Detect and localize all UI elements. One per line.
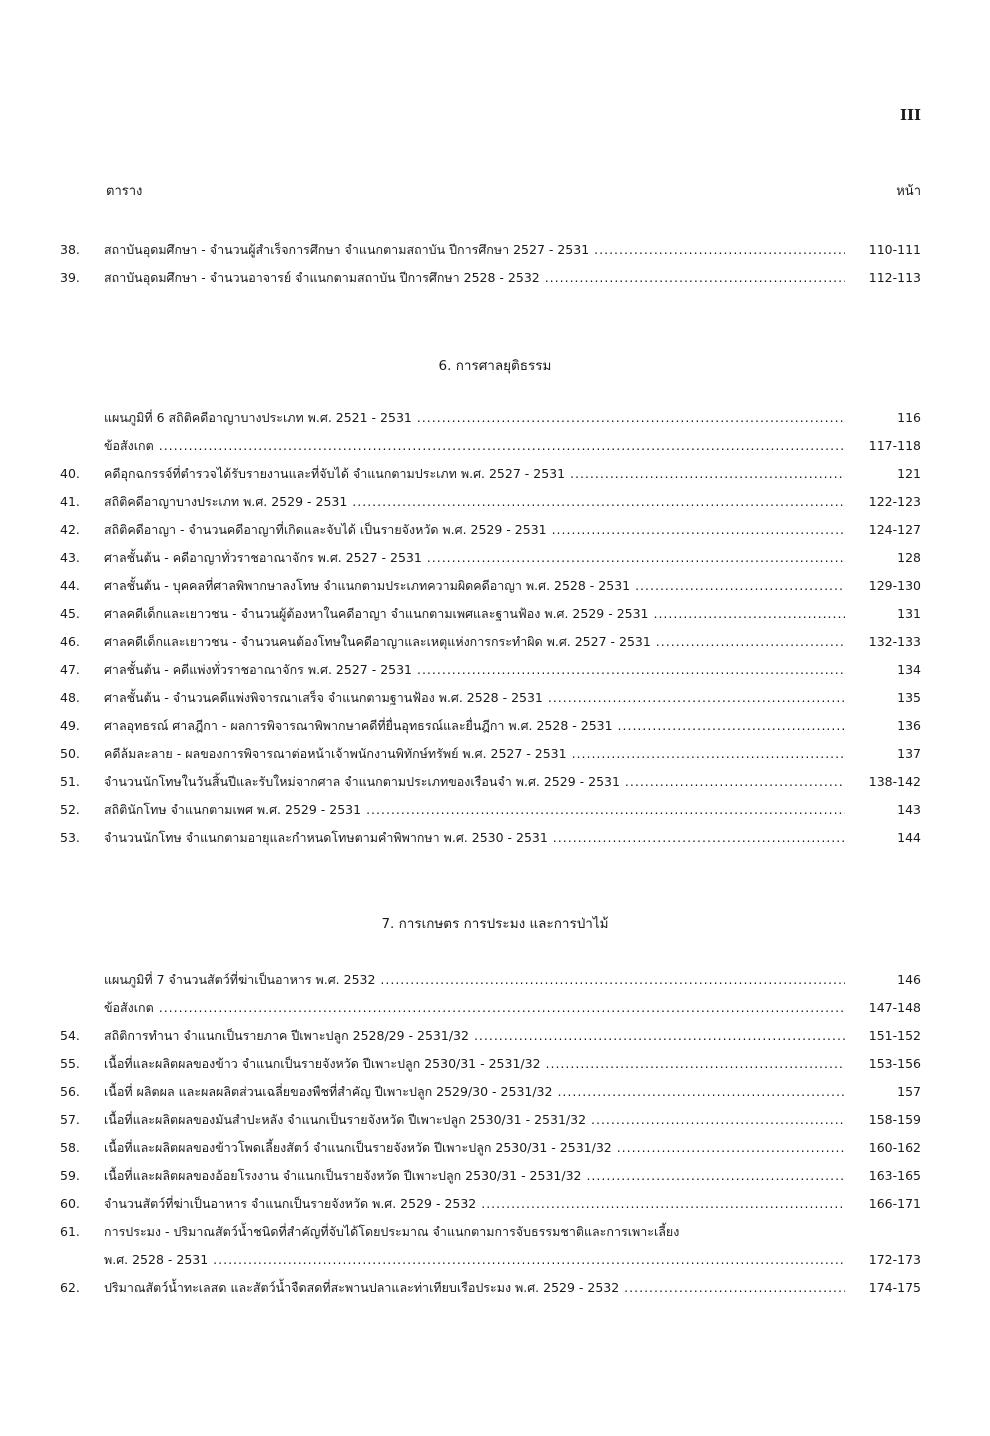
entry-title: แผนภูมิที่ 6 สถิติคดีอาญาบางประเภท พ.ศ. 2521 - 2531 ..... (104, 404, 845, 432)
toc-entry (60, 796, 921, 824)
entry-number: 51. (60, 774, 80, 789)
entry-number: 53. (60, 830, 80, 845)
entry-number: 52. (60, 802, 80, 817)
entry-title: ศาลชั้นต้น - จำนวนคดีแพ่งพิจารณาเสร็จ จำแนกตามฐานฟ้อง พ.ศ. 2528 - 2531 ..... (104, 684, 845, 712)
entry-number: 62. (60, 1280, 80, 1295)
toc-entry (60, 684, 921, 712)
entry-title: สถิติคดีอาญาบางประเภท พ.ศ. 2529 - 2531 ..... (104, 488, 845, 516)
page-number: III (900, 106, 922, 124)
toc-entry (60, 656, 921, 684)
entry-title: สถาบันอุดมศึกษา - จำนวนอาจารย์ จำแนกตามสถาบัน ปีการศึกษา 2528 - 2532 ..... (104, 264, 845, 292)
toc-entry (60, 1022, 921, 1050)
toc-entry (60, 1078, 921, 1106)
entry-title: สถิตินักโทษ จำแนกตามเพศ พ.ศ. 2529 - 2531 ..... (104, 796, 845, 824)
entry-page: 124-127 (868, 522, 921, 537)
entry-page: 151-152 (868, 1028, 921, 1043)
entry-page: 110-111 (868, 242, 921, 257)
toc-entry (60, 1134, 921, 1162)
entry-number: 56. (60, 1084, 80, 1099)
entry-page: 136 (897, 718, 921, 733)
entry-title: ข้อสังเกต ..... (104, 994, 845, 1022)
entry-number: 38. (60, 242, 80, 257)
toc-section-list (60, 966, 921, 1302)
toc-entry (60, 768, 921, 796)
entry-number: 60. (60, 1196, 80, 1211)
entry-title: สถาบันอุดมศึกษา - จำนวนผู้สำเร็จการศึกษา จำแนกตามสถาบัน ปีการศึกษา 2527 - 2531 ..... (104, 236, 845, 264)
entry-number: 45. (60, 606, 80, 621)
entry-page: 117-118 (868, 438, 921, 453)
toc-entry (60, 740, 921, 768)
entry-page: 116 (897, 410, 921, 425)
entry-page: 174-175 (868, 1280, 921, 1295)
toc-section-list (60, 404, 921, 852)
entry-page: 132-133 (868, 634, 921, 649)
entry-page: 146 (897, 972, 921, 987)
toc-entry (60, 516, 921, 544)
entry-title: จำนวนนักโทษในวันสิ้นปีและรับใหม่จากศาล จำแนกตามประเภทของเรือนจำ พ.ศ. 2529 - 2531 ..... (104, 768, 845, 796)
entry-number: 46. (60, 634, 80, 649)
entry-title: จำนวนนักโทษ จำแนกตามอายุและกำหนดโทษตามคำพิพากษา พ.ศ. 2530 - 2531 ..... (104, 824, 845, 852)
entry-title: ปริมาณสัตว์น้ำทะเลสด และสัตว์น้ำจืดสดที่สะพานปลาและท่าเทียบเรือประมง พ.ศ. 2529 - 2532 ..... (104, 1274, 845, 1302)
toc-entry (60, 1050, 921, 1078)
entry-page: 153-156 (868, 1056, 921, 1071)
entry-title: เนื้อที่และผลิตผลของอ้อยโรงงาน จำแนกเป็นรายจังหวัด ปีเพาะปลูก 2530/31 - 2531/32 ..... (104, 1162, 845, 1190)
entry-title-continuation: พ.ศ. 2528 - 2531 ..... (104, 1246, 845, 1274)
entry-page: 121 (897, 466, 921, 481)
entry-page: 112-113 (868, 270, 921, 285)
toc-entry (60, 460, 921, 488)
entry-title: ศาลชั้นต้น - คดีแพ่งทั่วราชอาณาจักร พ.ศ. 2527 - 2531 ..... (104, 656, 845, 684)
entry-page: 137 (897, 746, 921, 761)
entry-number: 54. (60, 1028, 80, 1043)
entry-page: 157 (897, 1084, 921, 1099)
entry-number: 48. (60, 690, 80, 705)
entry-number: 39. (60, 270, 80, 285)
toc-entry (60, 488, 921, 516)
entry-title: ศาลคดีเด็กและเยาวชน - จำนวนคนต้องโทษในคดีอาญาและเหตุแห่งการกระทำผิด พ.ศ. 2527 - 2531 ..... (104, 628, 845, 656)
toc-entry (60, 1218, 921, 1246)
entry-number: 50. (60, 746, 80, 761)
entry-number: 40. (60, 466, 80, 481)
entry-title: แผนภูมิที่ 7 จำนวนสัตว์ที่ฆ่าเป็นอาหาร พ.ศ. 2532 ..... (104, 966, 845, 994)
toc-entry (60, 544, 921, 572)
entry-number: 47. (60, 662, 80, 677)
entry-page: 131 (897, 606, 921, 621)
toc-entry (60, 572, 921, 600)
entry-title: จำนวนสัตว์ที่ฆ่าเป็นอาหาร จำแนกเป็นรายจังหวัด พ.ศ. 2529 - 2532 ..... (104, 1190, 845, 1218)
entry-page: 163-165 (868, 1168, 921, 1183)
entry-number: 57. (60, 1112, 80, 1127)
entry-number: 59. (60, 1168, 80, 1183)
toc-entry (60, 628, 921, 656)
toc-entry (60, 404, 921, 432)
entry-title: เนื้อที่และผลิตผลของข้าว จำแนกเป็นรายจังหวัด ปีเพาะปลูก 2530/31 - 2531/32 ..... (104, 1050, 845, 1078)
section-title: 7. การเกษตร การประมง และการป่าไม้ (381, 916, 609, 932)
entry-title: เนื้อที่และผลิตผลของมันสำปะหลัง จำแนกเป็นรายจังหวัด ปีเพาะปลูก 2530/31 - 2531/32 ..... (104, 1106, 845, 1134)
entry-number: 55. (60, 1056, 80, 1071)
entry-title: การประมง - ปริมาณสัตว์น้ำชนิดที่สำคัญที่จับได้โดยประมาณ จำแนกตามการจับธรรมชาติและการเพาะเลี้ยง (104, 1224, 680, 1239)
entry-number: 49. (60, 718, 80, 733)
toc-entry (60, 994, 921, 1022)
toc-entry (60, 1274, 921, 1302)
page-column-label: หน้า (896, 184, 921, 199)
entry-number: 61. (60, 1224, 80, 1239)
toc-entry (60, 236, 921, 264)
entry-number: 41. (60, 494, 80, 509)
table-column-label: ตาราง (106, 184, 143, 199)
entry-page: 143 (897, 802, 921, 817)
toc-entry-continuation (60, 1246, 921, 1274)
entry-title: สถิติการทำนา จำแนกเป็นรายภาค ปีเพาะปลูก 2528/29 - 2531/32 ..... (104, 1022, 845, 1050)
entry-page: 129-130 (868, 578, 921, 593)
toc-entry (60, 966, 921, 994)
entry-title: ข้อสังเกต ..... (104, 432, 845, 460)
entry-title: เนื้อที่และผลิตผลของข้าวโพดเลี้ยงสัตว์ จำแนกเป็นรายจังหวัด ปีเพาะปลูก 2530/31 - 2531/32 ..... (104, 1134, 845, 1162)
toc-entry (60, 264, 921, 292)
entry-page: 135 (897, 690, 921, 705)
toc-header (106, 180, 921, 202)
entry-page: 147-148 (868, 1000, 921, 1015)
entry-number: 58. (60, 1140, 80, 1155)
toc-entry (60, 1190, 921, 1218)
entry-title: คดีล้มละลาย - ผลของการพิจารณาต่อหน้าเจ้าพนักงานพิทักษ์ทรัพย์ พ.ศ. 2527 - 2531 ..... (104, 740, 845, 768)
toc-entry (60, 712, 921, 740)
toc-top-list (60, 236, 921, 292)
toc-entry (60, 1106, 921, 1134)
entry-page: 122-123 (868, 494, 921, 509)
entry-number: 44. (60, 578, 80, 593)
section-title: 6. การศาลยุติธรรม (438, 358, 552, 374)
entry-title: เนื้อที่ ผลิตผล และผลผลิตส่วนเฉลี่ยของพืชที่สำคัญ ปีเพาะปลูก 2529/30 - 2531/32 ..... (104, 1078, 845, 1106)
entry-title: ศาลคดีเด็กและเยาวชน - จำนวนผู้ต้องหาในคดีอาญา จำแนกตามเพศและฐานฟ้อง พ.ศ. 2529 - 2531 ..... (104, 600, 845, 628)
entry-title: คดีอุกฉกรรจ์ที่ตำรวจได้รับรายงานและที่จับได้ จำแนกตามประเภท พ.ศ. 2527 - 2531 ..... (104, 460, 845, 488)
entry-page: 138-142 (868, 774, 921, 789)
entry-title: ศาลชั้นต้น - บุคคลที่ศาลพิพากษาลงโทษ จำแนกตามประเภทความผิดคดีอาญา พ.ศ. 2528 - 2531 ..... (104, 572, 845, 600)
entry-page: 128 (897, 550, 921, 565)
entry-page: 160-162 (868, 1140, 921, 1155)
toc-entry (60, 432, 921, 460)
entry-number: 42. (60, 522, 80, 537)
entry-title: สถิติคดีอาญา - จำนวนคดีอาญาที่เกิดและจับได้ เป็นรายจังหวัด พ.ศ. 2529 - 2531 ..... (104, 516, 845, 544)
toc-entry (60, 600, 921, 628)
entry-page: 172-173 (868, 1252, 921, 1267)
entry-page: 144 (897, 830, 921, 845)
entry-title: ศาลอุทธรณ์ ศาลฎีกา - ผลการพิจารณาพิพากษาคดีที่ยื่นอุทธรณ์และยื่นฎีกา พ.ศ. 2528 - 2531 ..... (104, 712, 845, 740)
entry-title: ศาลชั้นต้น - คดีอาญาทั่วราชอาณาจักร พ.ศ. 2527 - 2531 ..... (104, 544, 845, 572)
entry-number: 43. (60, 550, 80, 565)
toc-entry (60, 824, 921, 852)
toc-entry (60, 1162, 921, 1190)
entry-page: 158-159 (868, 1112, 921, 1127)
entry-page: 166-171 (868, 1196, 921, 1211)
entry-page: 134 (897, 662, 921, 677)
